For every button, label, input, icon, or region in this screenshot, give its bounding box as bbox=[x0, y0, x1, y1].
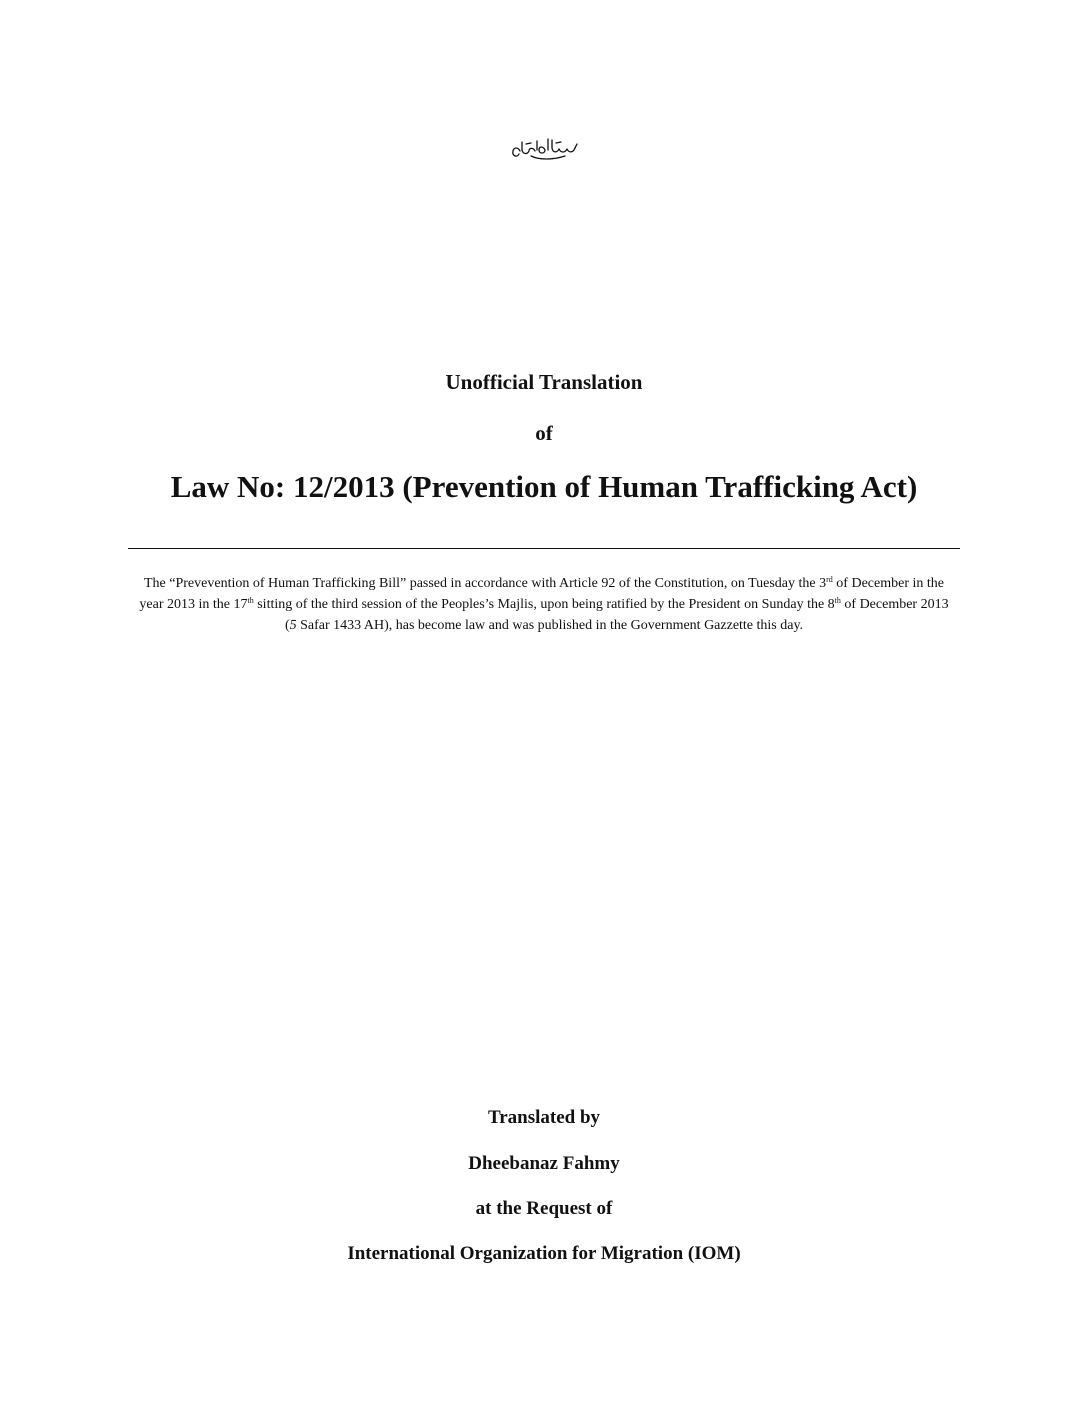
preamble-italic-day: 5 bbox=[289, 618, 297, 633]
preamble-text-1: The “Prevevention of Human Trafficking Bill” passed in accordance with Article 92 of the Constitution, on Tuesday the 3 bbox=[144, 576, 827, 591]
bismillah-calligraphy bbox=[509, 136, 581, 166]
title-divider bbox=[128, 548, 960, 549]
credit-translated-by: Translated by bbox=[487, 1107, 601, 1128]
preamble-superscript-2: th bbox=[247, 596, 254, 605]
credit-translator-name: Dheebanaz Fahmy bbox=[468, 1153, 620, 1174]
law-title: Law No: 12/2013 (Prevention of Human Trafficking Act) bbox=[170, 469, 918, 504]
document-subtitle-of: of bbox=[535, 421, 553, 445]
preamble-text-3: sitting of the third session of the Peoples’s Majlis, upon being ratified by the President on Sunday the 8 bbox=[253, 597, 835, 612]
preamble-text-5: Safar 1433 AH), has become law and was published in the Government Gazzette this day. bbox=[296, 618, 804, 633]
preamble-paragraph bbox=[138, 573, 950, 636]
preamble-text-2: of December in the year 2013 in the 17 bbox=[139, 576, 944, 612]
preamble-superscript-1: rd bbox=[826, 575, 833, 584]
preamble-superscript-3: th bbox=[834, 596, 841, 605]
document-subtitle: Unofficial Translation bbox=[445, 370, 643, 394]
credit-request: at the Request of bbox=[475, 1198, 613, 1219]
preamble-text-4: of December 2013 ( bbox=[284, 597, 949, 633]
credit-organization: International Organization for Migration (IOM) bbox=[347, 1243, 741, 1264]
